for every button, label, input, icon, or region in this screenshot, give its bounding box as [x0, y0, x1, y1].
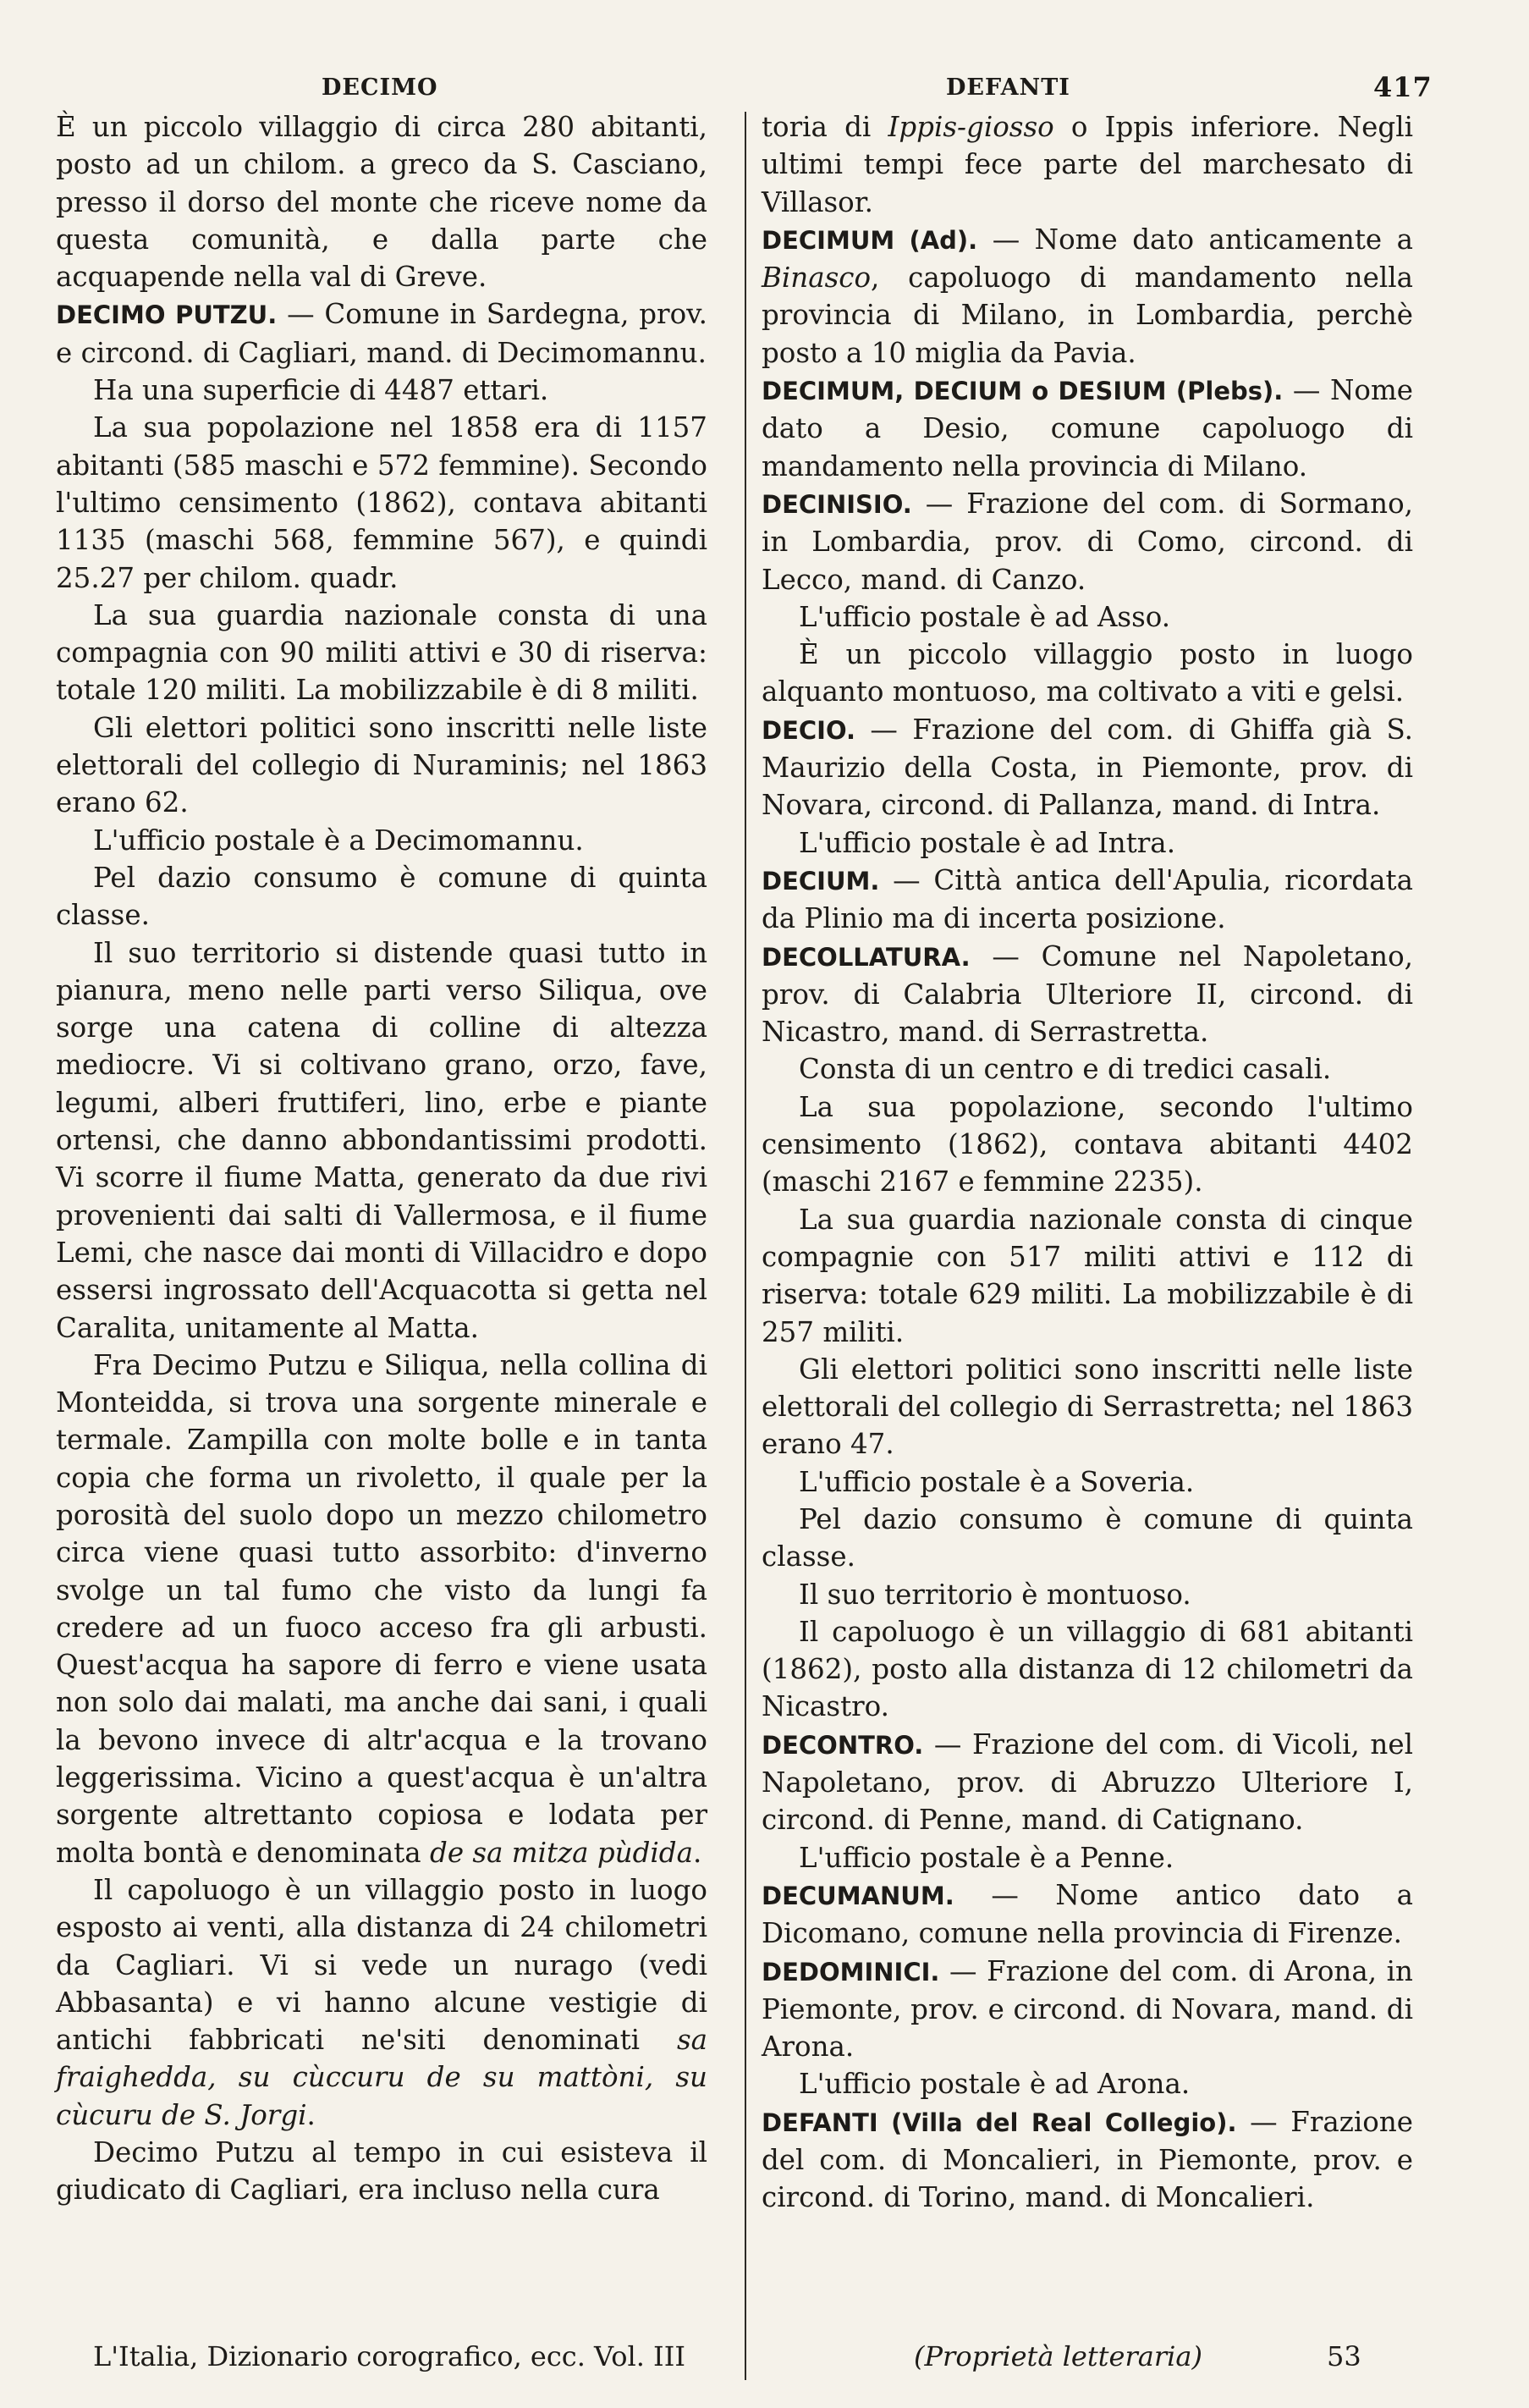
dictionary-entry — [762, 1726, 1413, 1839]
paragraph-text: L'ufficio postale è a Penne. — [799, 1841, 1174, 1874]
italic-text: de sa mitza pùdida — [430, 1836, 693, 1869]
paragraph-text: Il suo territorio si distende quasi tutto in pianura, meno nelle parti verso Siliqua, ove sorge una catena di colline di altezza mediocre. Vi si coltivano grano, orzo, fave, legumi, alberi fruttiferi, lino, erbe e piante ortensi, che danno abbondantissimi prodotti. Vi scorre il fiume Matta, generato da due rivi provenienti dai salti di Vallermosa, e il fiume Lemi, che nasce dai monti di Villacidro e dopo essersi ingrossato dell'Acquacotta si getta nel Caralita, unitamente al Matta. — [56, 936, 707, 1344]
paragraph-text: toria di — [762, 111, 888, 143]
paragraph — [56, 108, 707, 295]
dictionary-entry — [762, 2103, 1413, 2217]
paragraph-tail: . — [306, 2098, 316, 2131]
paragraph-text: — Frazione del com. di Arona, in Piemonte, prov. e circond. di Novara, mand. di Arona. — [762, 1954, 1413, 2064]
paragraph-text: — Nome antico dato a Dicomano, comune nella provincia di Firenze. — [762, 1878, 1413, 1950]
dictionary-entry — [762, 938, 1413, 1051]
dictionary-entry — [762, 1953, 1413, 2066]
paragraph-text: — Nome dato anticamente a — [977, 223, 1413, 256]
entry-headword: DEDOMINICI. — [762, 1957, 940, 1986]
italic-text: Ippis-giosso — [888, 111, 1054, 143]
paragraph-text: La sua popolazione nel 1858 era di 1157 abitanti (585 maschi e 572 femmine). Secondo l'ultimo censimento (1862), contava abitanti 1135 (maschi 568, femmine 567), e quindi 25.27 per chilom. quadr. — [56, 411, 707, 594]
paragraph-text: Il suo territorio è montuoso. — [799, 1578, 1191, 1611]
dictionary-entry — [762, 1876, 1413, 1953]
paragraph — [762, 636, 1413, 711]
paragraph-text: L'ufficio postale è ad Asso. — [799, 600, 1171, 633]
footer-copyright: (Proprietà letteraria) — [914, 2340, 1202, 2372]
paragraph-text: Ha una superficie di 4487 ettari. — [93, 374, 549, 407]
italic-text: Binasco — [762, 262, 872, 295]
dictionary-entry — [762, 221, 1413, 372]
entry-headword: DECUMANUM. — [762, 1881, 954, 1910]
paragraph — [762, 1501, 1413, 1576]
paragraph — [56, 1347, 707, 1871]
paragraph — [762, 1576, 1413, 1613]
page-number: 417 — [1373, 71, 1433, 103]
italic-text: sa fraighedda, su cùccuru de su mattòni, su cùcuru de S. Jorgi — [56, 2024, 707, 2131]
paragraph — [762, 824, 1413, 862]
footer-signature: 53 — [1327, 2340, 1361, 2372]
dictionary-entry — [762, 711, 1413, 824]
paragraph — [56, 709, 707, 822]
running-header-left: DECIMO — [322, 74, 438, 101]
paragraph-text: — Comune nel Napoletano, prov. di Calabria Ulteriore II, circond. di Nicastro, mand. di Serrastretta. — [762, 940, 1413, 1049]
dictionary-entry — [762, 485, 1413, 598]
entry-headword: DECINISIO. — [762, 489, 912, 519]
paragraph — [762, 108, 1413, 221]
dictionary-entry — [762, 372, 1413, 485]
paragraph-tail: . — [693, 1836, 702, 1869]
entry-headword: DECONTRO. — [762, 1730, 924, 1760]
paragraph — [762, 1613, 1413, 1726]
paragraph — [762, 1463, 1413, 1501]
paragraph — [56, 934, 707, 1347]
paragraph — [762, 598, 1413, 636]
paragraph — [762, 1050, 1413, 1088]
running-header-right: DEFANTI — [946, 74, 1070, 101]
paragraph-text: L'ufficio postale è a Soveria. — [799, 1465, 1195, 1498]
paragraph-text: L'ufficio postale è ad Arona. — [799, 2068, 1191, 2101]
column-divider — [745, 112, 746, 2380]
paragraph-text: — Città antica dell'Apulia, ricordata da Plinio ma di incerta posizione. — [762, 863, 1413, 935]
paragraph — [762, 1088, 1413, 1201]
paragraph-text: Decimo Putzu al tempo in cui esisteva il giudicato di Cagliari, era incluso nella cura — [56, 2136, 707, 2207]
paragraph-tail: o Ippis inferiore. Negli ultimi tempi fece parte del marchesato di Villasor. — [762, 111, 1414, 218]
entry-headword: DECIMUM, DECIUM o DESIUM (Plebs). — [762, 377, 1284, 406]
footer-citation: L'Italia, Dizionario corografico, ecc. Vol. III — [93, 2340, 685, 2372]
paragraph-text: Consta di un centro e di tredici casali. — [799, 1053, 1332, 1086]
paragraph-text: Pel dazio consumo è comune di quinta classe. — [56, 861, 707, 932]
paragraph-text: Il capoluogo è un villaggio di 681 abitanti (1862), posto alla distanza di 12 chilometri da Nicastro. — [762, 1615, 1413, 1723]
paragraph-text: — Frazione del com. di Vicoli, nel Napoletano, prov. di Abruzzo Ulteriore I, circond. di Penne, mand. di Catignano. — [762, 1727, 1413, 1837]
paragraph-text: La sua guardia nazionale consta di cinque compagnie con 517 militi attivi e 112 di riserva: totale 629 militi. La mobilizzabile è di 257 militi. — [762, 1203, 1413, 1348]
left-column — [56, 108, 707, 2209]
entry-headword: DECIMUM (Ad). — [762, 225, 978, 255]
dictionary-entry — [762, 862, 1413, 938]
paragraph — [56, 372, 707, 409]
paragraph-text: È un piccolo villaggio posto in luogo alquanto montuoso, ma coltivato a viti e gelsi. — [762, 638, 1413, 708]
paragraph — [56, 597, 707, 709]
dictionary-entry — [56, 295, 707, 372]
paragraph — [762, 1351, 1413, 1463]
paragraph — [762, 1839, 1413, 1876]
entry-headword: DEFANTI (Villa del Real Collegio). — [762, 2108, 1237, 2137]
paragraph-text: Il capoluogo è un villaggio posto in luogo esposto ai venti, alla distanza di 24 chilometri da Cagliari. Vi si vede un nurago (vedi Abbasanta) e vi hanno alcune vestigie di antichi fabbricati ne'siti denominati — [56, 1873, 707, 2057]
paragraph-text: — Frazione del com. di Ghiffa già S. Maurizio della Costa, in Piemonte, prov. di Novara, circond. di Pallanza, mand. di Intra. — [762, 713, 1413, 822]
entry-headword: DECIUM. — [762, 866, 880, 895]
right-column — [762, 108, 1413, 2217]
paragraph-text: — Frazione del com. di Sormano, in Lombardia, prov. di Como, circond. di Lecco, mand. di Canzo. — [762, 487, 1413, 596]
paragraph — [762, 2065, 1413, 2102]
paragraph — [56, 2134, 707, 2209]
paragraph-text: Pel dazio consumo è comune di quinta classe. — [762, 1502, 1413, 1573]
paragraph — [56, 822, 707, 859]
paragraph-text: L'ufficio postale è ad Intra. — [799, 826, 1176, 859]
paragraph — [56, 409, 707, 596]
paragraph — [56, 859, 707, 934]
entry-headword: DECIO. — [762, 715, 855, 745]
paragraph-text: La sua popolazione, secondo l'ultimo censimento (1862), contava abitanti 4402 (maschi 2167 e femmine 2235). — [762, 1090, 1413, 1198]
paragraph-text: È un piccolo villaggio di circa 280 abitanti, posto ad un chilom. a greco da S. Casciano, presso il dorso del monte che riceve nome da questa comunità, e dalla parte che acquapende nella val di Greve. — [56, 111, 707, 294]
paragraph-text: Gli elettori politici sono inscritti nelle liste elettorali del collegio di Serrastretta; nel 1863 erano 47. — [762, 1353, 1413, 1461]
entry-headword: DECOLLATURA. — [762, 942, 971, 972]
paragraph — [56, 1871, 707, 2134]
paragraph-text: La sua guardia nazionale consta di una compagnia con 90 militi attivi e 30 di riserva: totale 120 militi. La mobilizzabile è di 8 militi. — [56, 598, 707, 707]
paragraph-text: — Frazione del com. di Moncalieri, in Piemonte, prov. e circond. di Torino, mand. di Moncalieri. — [762, 2105, 1414, 2214]
entry-headword: DECIMO PUTZU. — [56, 300, 278, 330]
paragraph-text: — Comune in Sardegna, prov. e circond. di Cagliari, mand. di Decimomannu. — [56, 298, 707, 369]
paragraph-text: L'ufficio postale è a Decimomannu. — [93, 824, 584, 857]
paragraph-text: Gli elettori politici sono inscritti nelle liste elettorali del collegio di Nuraminis; nel 1863 erano 62. — [56, 711, 707, 819]
paragraph — [762, 1201, 1413, 1351]
paragraph-text: Fra Decimo Putzu e Siliqua, nella collina di Monteidda, si trova una sorgente minerale e termale. Zampilla con molte bolle e in tanta copia che forma un rivoletto, il quale per la porosità del suolo dopo un mezzo chilometro circa viene quasi tutto assorbito: d'inverno svolge un tal fumo che visto da lungi fa credere ad un fuoco acceso fra gli arbusti. Quest'acqua ha sapore di ferro e viene usata non solo dai malati, ma anche dai sani, i quali la bevono invece di altr'acqua e la trovano leggerissima. Vicino a quest'acqua è un'altra sorgente altrettanto copiosa e lodata per molta bontà e denominata — [56, 1348, 707, 1869]
paragraph-tail: , capoluogo di mandamento nella provincia di Milano, in Lombardia, perchè posto a 10 miglia da Pavia. — [762, 262, 1413, 369]
paragraph-text: — Nome dato a Desio, comune capoluogo di mandamento nella provincia di Milano. — [762, 374, 1413, 482]
